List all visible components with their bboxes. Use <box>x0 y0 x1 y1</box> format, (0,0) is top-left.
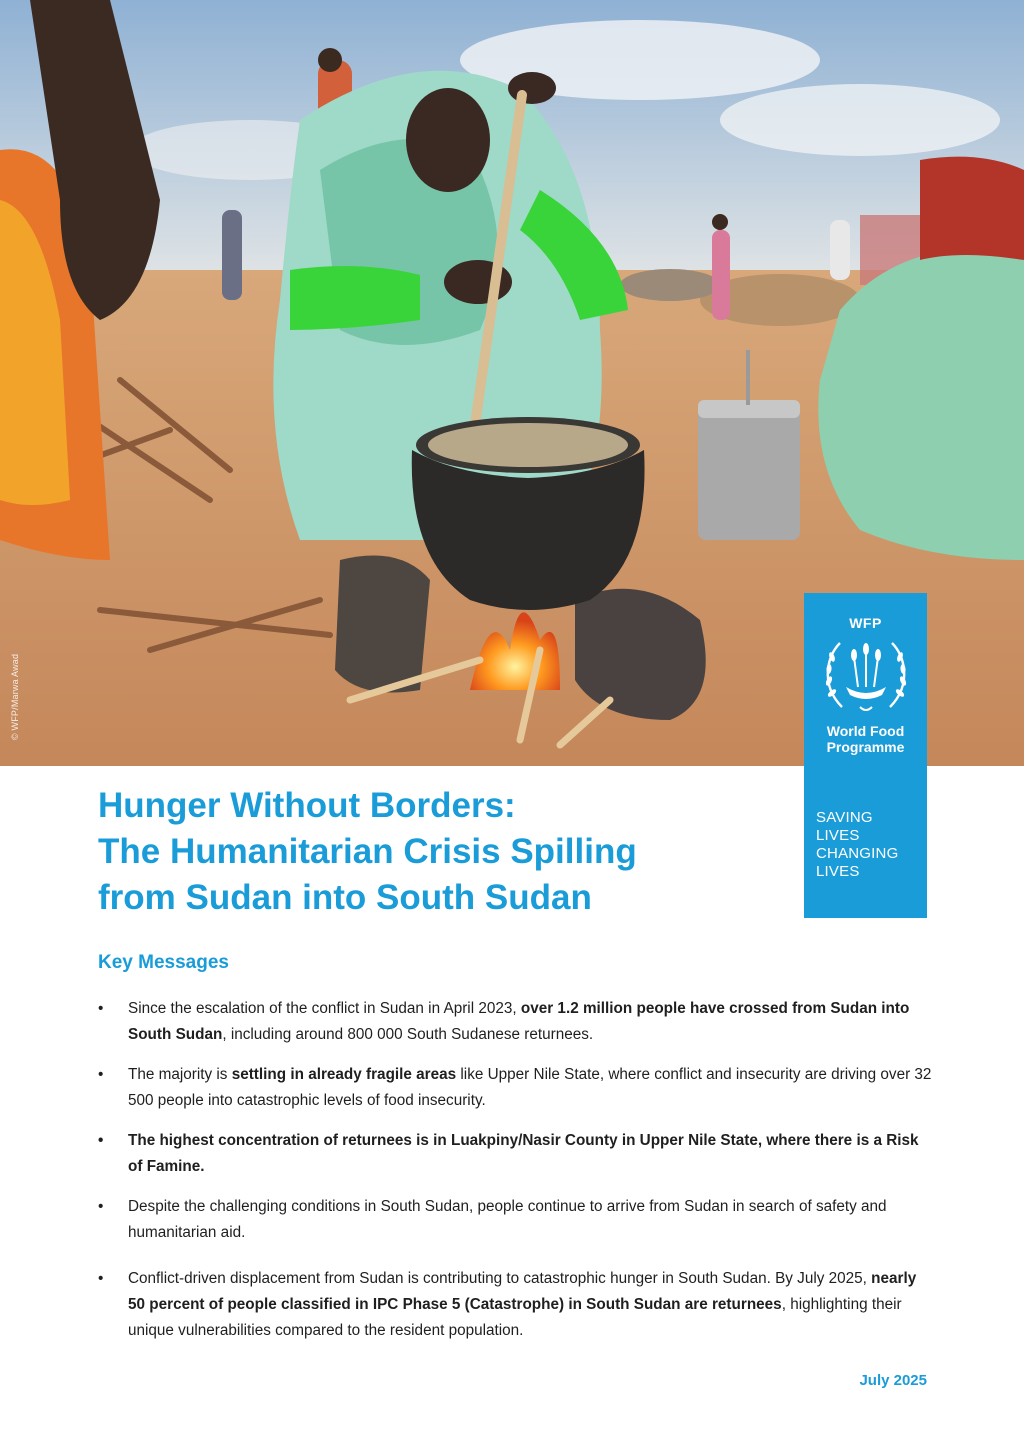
item-text: , including around 800 000 South Sudanese returnees. <box>222 1026 594 1043</box>
key-messages-heading: Key Messages <box>98 952 229 973</box>
bullet-icon: • <box>98 1000 104 1017</box>
list-item <box>98 1266 934 1344</box>
wfp-name-line2: Programme <box>826 739 905 755</box>
bullet-icon: • <box>98 1132 104 1149</box>
tagline-line1: SAVING <box>816 809 873 826</box>
item-text: Despite the challenging conditions in South Sudan, people continue to arrive from Sudan in search of safety and humanitarian aid. <box>128 1198 887 1241</box>
tagline-line4: LIVES <box>816 863 860 880</box>
list-item <box>98 996 934 1048</box>
title-line2: The Humanitarian Crisis Spilling <box>98 832 637 871</box>
key-messages-list <box>98 996 934 1358</box>
wfp-tagline <box>804 809 927 881</box>
wfp-acronym: WFP <box>849 615 882 631</box>
list-item <box>98 1062 934 1114</box>
item-text: Since the escalation of the conflict in Sudan in April 2023, <box>128 1000 521 1017</box>
wfp-logo-block <box>804 593 927 918</box>
list-item <box>98 1128 934 1180</box>
item-text: like Upper Nile State, where conflict and insecurity are driving over 32 500 people into catastrophic levels of food insecurity. <box>128 1066 932 1109</box>
item-bold-text: The highest concentration of returnees is in Luakpiny/Nasir County in Upper Nile State, where there is a Risk of Famine. <box>128 1132 919 1175</box>
publication-date: July 2025 <box>859 1372 927 1389</box>
item-text: The majority is <box>128 1066 232 1083</box>
item-text: , highlighting their unique vulnerabilities compared to the resident population. <box>128 1296 902 1339</box>
bullet-icon: • <box>98 1270 104 1287</box>
bullet-icon: • <box>98 1066 104 1083</box>
document-title <box>98 783 788 921</box>
wfp-emblem-icon <box>820 635 912 717</box>
item-bold-text: over 1.2 million people have crossed from Sudan into South Sudan <box>128 1000 910 1043</box>
item-text: Conflict-driven displacement from Sudan is contributing to catastrophic hunger in South Sudan. By July 2025, <box>128 1270 872 1287</box>
wfp-name-line1: World Food <box>826 723 905 739</box>
bullet-icon: • <box>98 1198 104 1215</box>
photo-credit: © WFP/Marwa Awad <box>10 653 20 740</box>
item-bold-text: settling in already fragile areas <box>231 1066 457 1083</box>
tagline-line3: CHANGING <box>816 845 899 862</box>
title-line1: Hunger Without Borders: <box>98 786 516 825</box>
title-line3: from Sudan into South Sudan <box>98 878 592 917</box>
tagline-line2: LIVES <box>816 827 860 844</box>
item-bold-text: nearly 50 percent of people classified in IPC Phase 5 (Catastrophe) in South Sudan are returnees <box>128 1270 917 1313</box>
list-item <box>98 1194 934 1246</box>
wfp-name <box>804 723 927 755</box>
